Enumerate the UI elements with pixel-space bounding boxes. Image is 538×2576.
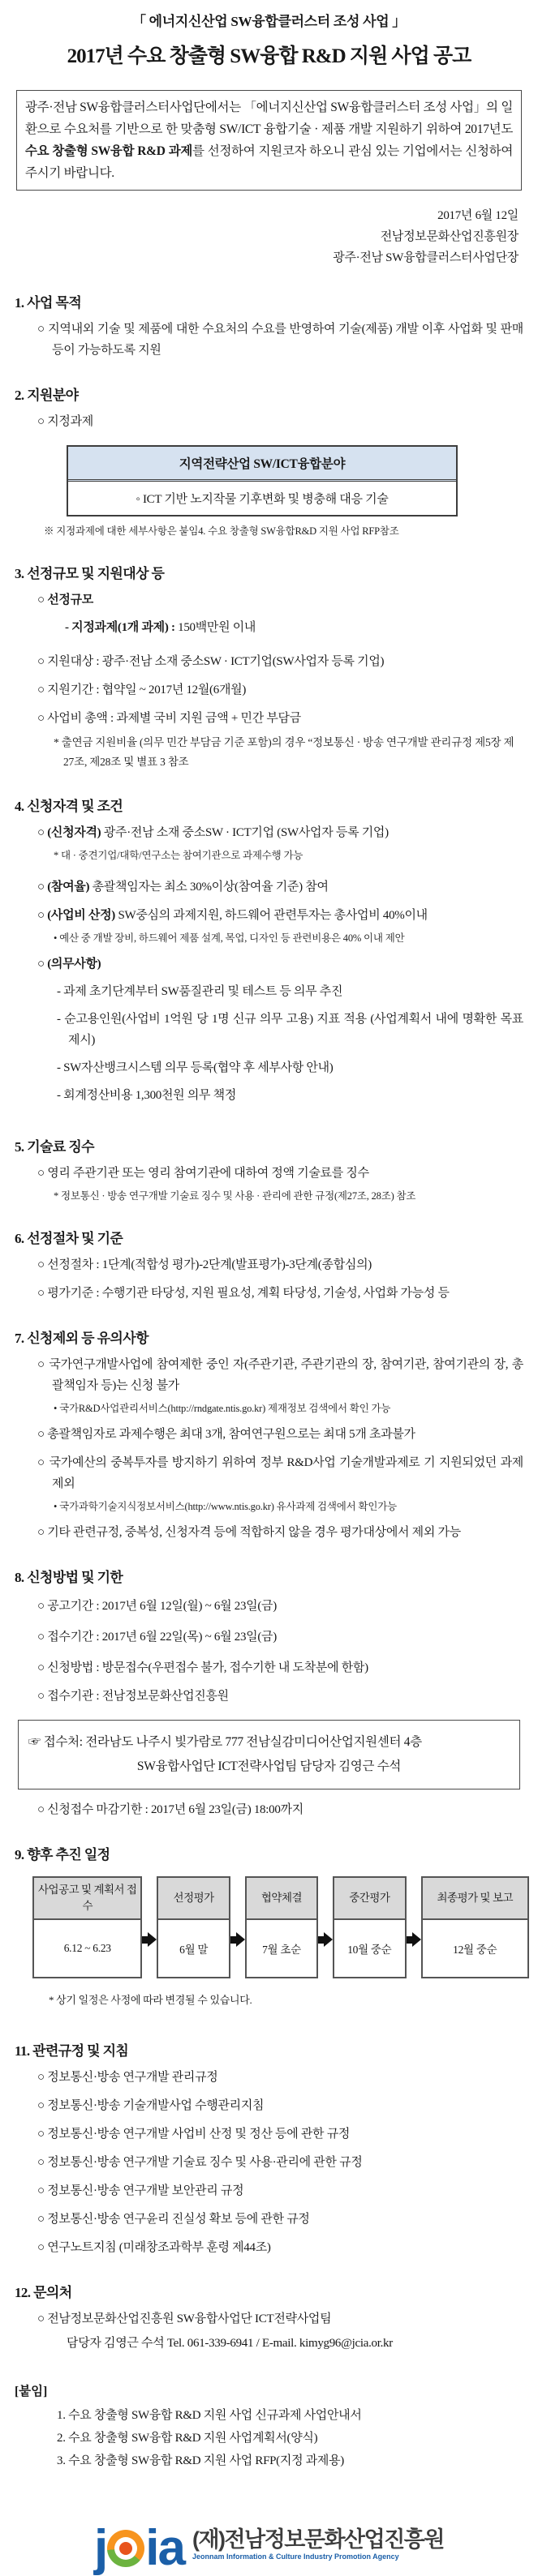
bullet-item: ○ 신청접수 마감기한 : 2017년 6월 23일(금) 18:00까지 — [37, 1803, 303, 1816]
dash-item: - 과제 초기단계부터 SW품질관리 및 테스트 등 의무 추진 — [57, 985, 343, 998]
table-footnote: ※ 지정과제에 대한 세부사항은 붙임4. 수요 창출형 SW융합R&D 지원 사업 RFP참조 — [44, 525, 399, 537]
bullet-item: ○ 접수기간 : 2017년 6월 22일(목) ~ 6월 23일(금) — [37, 1631, 277, 1644]
intro-box — [16, 90, 522, 191]
section-7-exclusions — [15, 1327, 523, 1543]
regulation-item: ○ 정보통신·방송 연구윤리 진실성 확보 등에 관한 규정 — [37, 2213, 310, 2226]
section-1-purpose — [15, 291, 523, 361]
section-11-regulations — [15, 2039, 523, 2258]
program-title: 「 에너지신산업 SW융합클러스터 조성 사업 」 — [132, 14, 406, 29]
timeline-step — [333, 1876, 406, 1978]
timeline-step-date: 10월 중순 — [334, 1920, 404, 1977]
right-arrow-icon — [142, 1901, 157, 1978]
section-12-contact — [15, 2281, 523, 2354]
issuer-1: 전남정보문화산업진흥원장 — [380, 230, 519, 243]
bullet-item-label: ○ (신청자격) — [37, 826, 101, 839]
dash-item: - SW자산뱅크시스템 의무 등록(협약 후 세부사항 안내) — [57, 1061, 334, 1074]
timeline-step-date: 12월 중순 — [423, 1920, 528, 1977]
schedule-timeline — [32, 1876, 529, 1978]
jcia-circle-icon — [107, 2530, 144, 2567]
section-6-selection — [15, 1227, 523, 1304]
section-7-heading: 7. 신청제외 등 유의사항 — [15, 1331, 148, 1346]
reception-address-line1: ☞ 접수처: 전라남도 나주시 빛가람로 777 전남실감미디어산업지원센터 4층 — [28, 1735, 422, 1749]
bullet-item: ○ 접수기관 : 전남정보문화산업진흥원 — [37, 1690, 229, 1703]
regulation-item: ○ 정보통신·방송 연구개발 보안관리 규정 — [37, 2184, 244, 2197]
table-body-cell: ◦ ICT 기반 노지작물 기후변화 및 병충해 대응 기술 — [68, 482, 456, 515]
bullet-item: ○ 평가기준 : 수행기관 타당성, 지원 필요성, 계획 타당성, 기술성, 사업화 가능성 등 — [37, 1287, 450, 1300]
footnote: • 국가R&D사업관리서비스(http://rndgate.ntis.go.kr) 제재정보 검색에서 확인 가능 — [54, 1403, 391, 1414]
timeline-step-label: 선정평가 — [158, 1878, 228, 1920]
bullet-item: ○ 국가연구개발사업에 참여제한 중인 자(주관기관, 주관기관의 장, 참여기관, 참여기관의 장, 총괄책임자 등)는 신청 불가 — [37, 1358, 523, 1392]
section-6-heading: 6. 선정절차 및 기준 — [15, 1231, 123, 1246]
dash-item — [15, 617, 523, 638]
section-11-heading: 11. 관련규정 및 지침 — [15, 2043, 129, 2059]
footnote: * 출연금 지원비율 (의무 민간 부담금 기준 포함)의 경우 “정보통신 · 방송 연구개발 관리규정 제5장 제27조, 제28조 및 별표 3 참조 — [54, 736, 514, 768]
timeline-step-label: 중간평가 — [334, 1878, 404, 1920]
bullet-item-text: 광주·전남 소재 중소SW · ICT기업 (SW사업자 등록 기업) — [101, 826, 389, 839]
bullet-item: ○ 지원기간 : 협약일 ~ 2017년 12월(6개월) — [37, 684, 247, 697]
intro-text-post: 를 선정하여 지원코자 하오니 관심 있는 기업에서는 신청하여 주시기 바랍니다. — [25, 144, 513, 180]
timeline-step — [157, 1876, 230, 1978]
bullet-item: ○ 국가예산의 중복투자를 방지하기 위하여 정부 R&D사업 기술개발과제로 기 지원되었던 과제 제외 — [37, 1456, 523, 1490]
reception-address-box — [18, 1720, 520, 1789]
right-arrow-icon — [230, 1901, 245, 1978]
attachments — [15, 2381, 523, 2472]
right-arrow-icon — [407, 1901, 421, 1978]
timeline-step-label: 협약체결 — [247, 1878, 316, 1920]
bullet-item: ○ 공고기간 : 2017년 6월 12일(월) ~ 6월 23일(금) — [37, 1600, 277, 1613]
announcement-date: 2017년 6월 12일 — [437, 209, 519, 222]
section-8-application — [15, 1566, 523, 1820]
agency-logo — [15, 2519, 523, 2576]
dash-item: - 회계정산비용 1,300천원 의무 책정 — [57, 1089, 237, 1102]
bullet-item: ○ 신청방법 : 방문접수(우편접수 불가, 접수기한 내 도착분에 한함) — [37, 1661, 368, 1674]
bullet-item-label: ○ (참여율) — [37, 881, 90, 894]
regulation-item: ○ 정보통신·방송 기술개발사업 수행관리지침 — [37, 2099, 265, 2112]
timeline-step-label: 사업공고 및 계획서 접수 — [34, 1878, 140, 1920]
timeline-step — [245, 1876, 318, 1978]
regulation-item: ○ 연구노트지침 (미래창조과학부 훈령 제44조) — [37, 2241, 271, 2254]
dash-item-value: 150백만원 이내 — [178, 621, 256, 634]
footnote: • 예산 중 개발 장비, 하드웨어 제품 설계, 목업, 디자인 등 관련비용은 40% 이내 제안 — [54, 932, 405, 944]
designated-task-table — [67, 445, 458, 516]
section-12-heading: 12. 문의처 — [15, 2285, 72, 2300]
section-4-heading: 4. 신청자격 및 조건 — [15, 799, 123, 814]
attachment-item: 3. 수요 창출형 SW융합 R&D 지원 사업 RFP(지정 과제용) — [57, 2454, 344, 2467]
contact-org: ○ 전남정보문화산업진흥원 SW융합사업단 ICT전략사업팀 — [37, 2312, 332, 2325]
agency-name-block — [192, 2527, 444, 2561]
section-8-heading: 8. 신청방법 및 기한 — [15, 1570, 123, 1585]
section-5-tech-fee — [15, 1135, 523, 1204]
section-3-scale-target — [15, 562, 523, 772]
section-2-heading: 2. 지원분야 — [15, 388, 79, 403]
regulation-item: ○ 정보통신·방송 연구개발 사업비 산정 및 정산 등에 관한 규정 — [37, 2128, 351, 2141]
footnote: * 대 · 중견기업/대학/연구소는 참여기관으로 과제수행 가능 — [54, 850, 303, 861]
bullet-item: ○ 선정규모 — [37, 594, 93, 606]
regulation-item: ○ 정보통신·방송 연구개발 관리규정 — [37, 2071, 218, 2084]
bullet-item: ○ 지원대상 : 광주·전남 소재 중소SW · ICT기업(SW사업자 등록 기업) — [37, 655, 385, 668]
issuer-2: 광주·전남 SW융합클러스터사업단장 — [333, 251, 519, 264]
table-header-cell: 지역전략산업 SW/ICT융합분야 — [68, 447, 456, 482]
attachments-header: [붙임] — [15, 2385, 48, 2398]
attachment-item: 1. 수요 창출형 SW융합 R&D 지원 사업 신규과제 사업안내서 — [57, 2409, 362, 2422]
bullet-item: ○ 기타 관련규정, 중복성, 신청자격 등에 적합하지 않을 경우 평가대상에서 제외 가능 — [37, 1526, 461, 1539]
regulation-item: ○ 정보통신·방송 연구개발 기술료 징수 및 사용·관리에 관한 규정 — [37, 2156, 363, 2169]
footnote: • 국가과학기술지식정보서비스(http://www.ntis.go.kr) 유사과제 검색에서 확인가능 — [54, 1501, 397, 1512]
jcia-wordmark — [94, 2519, 184, 2576]
section-9-schedule — [15, 1843, 523, 2007]
timeline-step-label: 최종평가 및 보고 — [423, 1878, 528, 1920]
contact-person: 담당자 김영근 수석 Tel. 061-339-6941 / E-mail. kimyg96@jcia.or.kr — [67, 2337, 393, 2350]
timeline-step-date: 6.12 ~ 6.23 — [34, 1920, 140, 1977]
timeline-step-date: 6월 말 — [158, 1920, 228, 1977]
agency-name-english: Jeonnam Information & Culture Industry Promotion Agency — [192, 2552, 399, 2561]
section-2-support-field — [15, 384, 523, 539]
dash-item-label: - 지정과제(1개 과제) : — [65, 621, 179, 634]
intro-text-pre: 광주·전남 SW융합클러스터사업단에서는 「에너지신산업 SW융합클러스터 조성 사업」의 일환으로 수요처를 기반으로 한 맞춤형 SW/ICT 융합기술 · 제품 개발 지원하기 위하여 2017년도 — [25, 101, 513, 136]
bullet-item — [15, 877, 523, 898]
bullet-item: ○ 총괄책임자로 과제수행은 최대 3개, 참여연구원으로는 최대 5개 초과불가 — [37, 1428, 415, 1441]
wordmark-letters-right: ia — [145, 2520, 184, 2576]
page-title: 2017년 수요 창출형 SW융합 R&D 지원 사업 공고 — [67, 45, 471, 67]
bullet-item: ○ 영리 주관기관 또는 영리 참여기관에 대하여 정액 기술료를 징수 — [37, 1167, 369, 1180]
intro-text-bold: 수요 창출형 SW융합 R&D 과제 — [25, 144, 193, 158]
reception-address-line2: SW융합사업단 ICT전략사업팀 담당자 김영근 수석 — [136, 1759, 402, 1773]
bullet-item: ○ 선정절차 : 1단계(적합성 평가)-2단계(발표평가)-3단계(종합심의) — [37, 1258, 372, 1271]
section-5-heading: 5. 기술료 징수 — [15, 1139, 94, 1155]
wordmark-letters-left: j — [94, 2520, 107, 2576]
bullet-item-text: 총괄책임자는 최소 30%이상(참여율 기준) 참여 — [89, 881, 329, 894]
bullet-item: ○ 사업비 총액 : 과제별 국비 지원 금액 + 민간 부담금 — [37, 712, 301, 725]
bullet-item: ○ 지정과제 — [37, 415, 93, 428]
schedule-footnote: * 상기 일정은 사정에 따라 변경될 수 있습니다. — [49, 1994, 252, 2006]
dash-item: - 순고용인원(사업비 1억원 당 1명 신규 의무 고용) 지표 적용 (사업계획서 내에 명확한 목표 제시) — [57, 1013, 523, 1047]
signature-block — [15, 205, 523, 268]
section-3-heading: 3. 선정규모 및 지원대상 등 — [15, 566, 165, 581]
section-1-heading: 1. 사업 목적 — [15, 295, 82, 311]
footnote: * 정보통신 · 방송 연구개발 기술료 징수 및 사용 · 관리에 관한 규정(제27조, 28조) 참조 — [54, 1190, 416, 1202]
bullet-item — [15, 822, 523, 843]
section-9-heading: 9. 향후 추진 일정 — [15, 1847, 110, 1862]
bullet-item-label: ○ (사업비 산정) — [37, 909, 116, 922]
timeline-step — [421, 1876, 530, 1978]
bullet-item — [15, 905, 523, 926]
agency-name-korean: (재)전남정보문화산업진흥원 — [192, 2527, 444, 2552]
bullet-item: ○ (의무사항) — [37, 958, 101, 971]
bullet-item-text: SW중심의 과제지원, 하드웨어 관련투자는 총사업비 40%이내 — [115, 909, 428, 922]
timeline-step-date: 7월 초순 — [247, 1920, 316, 1977]
section-4-eligibility — [15, 795, 523, 1106]
attachment-item: 2. 수요 창출형 SW융합 R&D 지원 사업계획서(양식) — [57, 2432, 318, 2445]
bullet-item: ○ 지역내외 기술 및 제품에 대한 수요처의 수요를 반영하여 기술(제품) 개발 이후 사업화 및 판매 등이 가능하도록 지원 — [37, 323, 523, 357]
right-arrow-icon — [318, 1901, 333, 1978]
timeline-step — [32, 1876, 142, 1978]
